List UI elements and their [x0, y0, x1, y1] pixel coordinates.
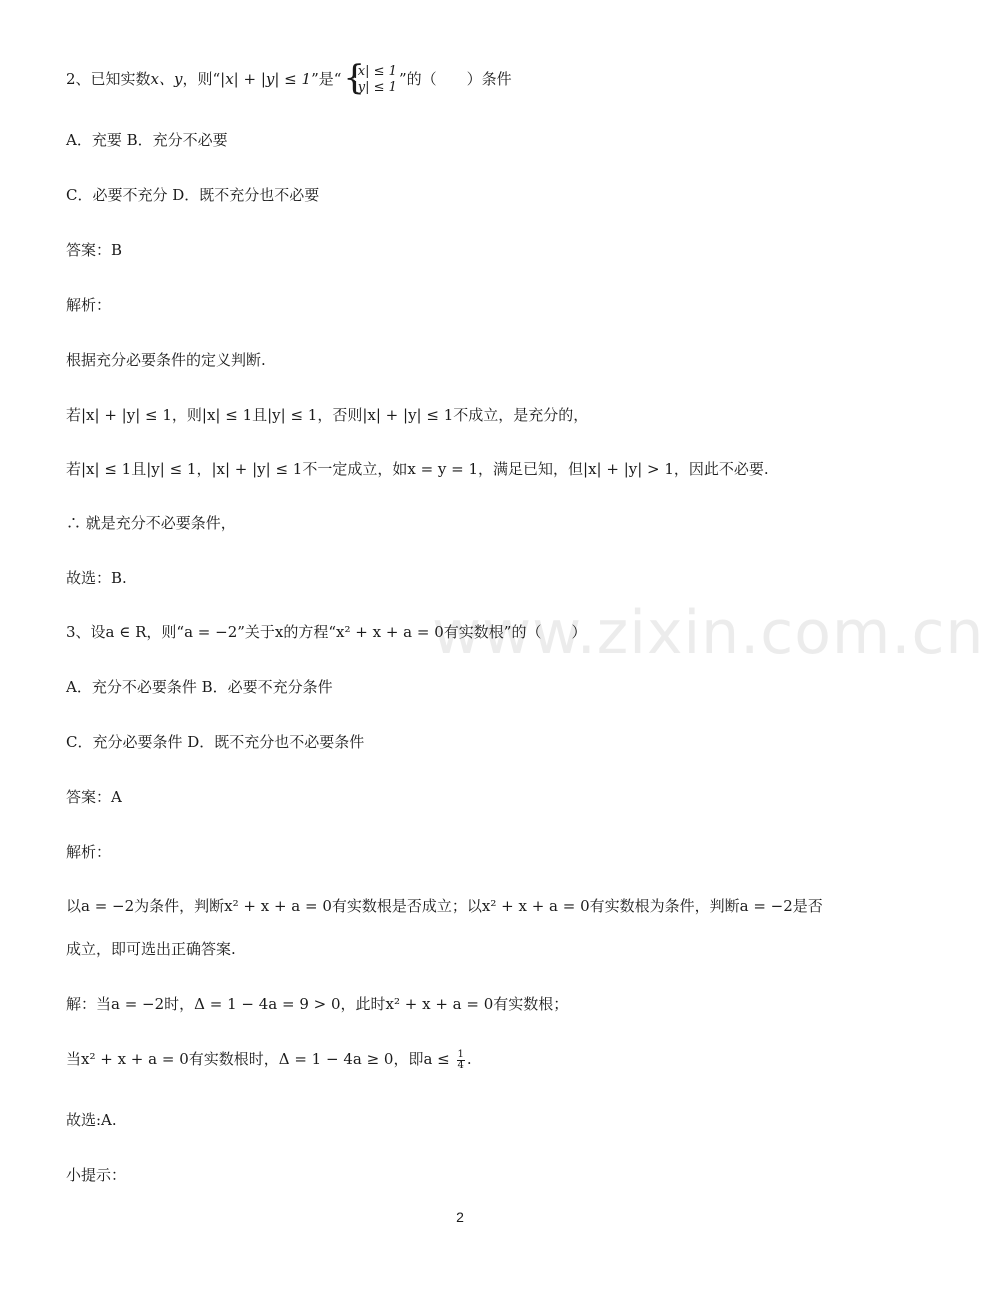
q3-tip: 小提示： [66, 1166, 127, 1184]
q3-analysis-line2: 解：当a = −2时，Δ = 1 − 4a = 9 > 0，此时x² + x + a = 0有实数根； [66, 995, 569, 1013]
q2-answer: 答案：B [66, 241, 123, 259]
q2-analysis-label: 解析： [66, 296, 112, 314]
q2-stem-pre: 2、已知实数 [66, 70, 151, 88]
q3-answer: 答案：A [66, 788, 122, 806]
fraction-numerator: 1 [457, 1048, 464, 1060]
q3-analysis-line1b: 成立，即可选出正确答案. [66, 940, 236, 958]
q3-analysis-line3 [66, 1049, 472, 1071]
fraction-denominator: 4 [457, 1059, 464, 1071]
q3-line3-post: . [466, 1050, 472, 1068]
watermark: www.zixin.com.cn [432, 598, 984, 668]
q3-stem: 3、设a ∈ R，则“a = −2”关于x的方程“x² + x + a = 0有实数根”的（ ） [66, 623, 587, 641]
brace-symbol: { [343, 58, 366, 98]
q3-line3-pre: 当x² + x + a = 0有实数根时，Δ = 1 − 4a ≥ 0，即a ≤ [66, 1050, 455, 1068]
q3-options-cd: C．充分必要条件 D．既不充分也不必要条件 [66, 733, 365, 751]
q2-stem-cond: |x| + |y| ≤ 1 [220, 70, 312, 88]
q2-options-cd: C．必要不充分 D．既不充分也不必要 [66, 186, 320, 204]
q2-stem-vars: x、y [150, 70, 183, 88]
q2-choice: 故选：B. [66, 569, 127, 587]
q2-sys-row2: |y| ≤ 1 [353, 80, 397, 95]
q3-analysis-label: 解析： [66, 843, 112, 861]
q3-choice: 故选:A. [66, 1111, 117, 1129]
q2-sys-row1: |x| ≤ 1 [353, 64, 397, 79]
q2-options-ab: A．充要 B．充分不必要 [66, 131, 228, 149]
page-number: 2 [456, 1209, 464, 1225]
q2-stem-post: ”的（ ）条件 [398, 70, 512, 88]
q3-options-ab: A．充分不必要条件 B．必要不充分条件 [66, 678, 333, 696]
q2-analysis-line2: 若|x| + |y| ≤ 1，则|x| ≤ 1且|y| ≤ 1，否则|x| + |y| ≤ 1不成立，是充分的， [66, 406, 589, 424]
fraction-one-quarter [457, 1050, 465, 1071]
q3-analysis-line1a: 以a = −2为条件，判断x² + x + a = 0有实数根是否成立；以x² + x + a = 0有实数根为条件，判断a = −2是否 [66, 897, 823, 915]
q2-stem-mid: ，则“ [182, 70, 221, 88]
q2-analysis-line3: 若|x| ≤ 1且|y| ≤ 1，|x| + |y| ≤ 1不一定成立，如x = y = 1，满足已知，但|x| + |y| > 1，因此不必要. [66, 460, 769, 478]
q2-stem-is: ”是“ [311, 70, 342, 88]
q2-inequality-system [343, 58, 397, 98]
q2-stem [66, 58, 512, 98]
q2-analysis-line1: 根据充分必要条件的定义判断. [66, 351, 266, 369]
q2-analysis-line4: ∴ 就是充分不必要条件， [66, 514, 236, 532]
